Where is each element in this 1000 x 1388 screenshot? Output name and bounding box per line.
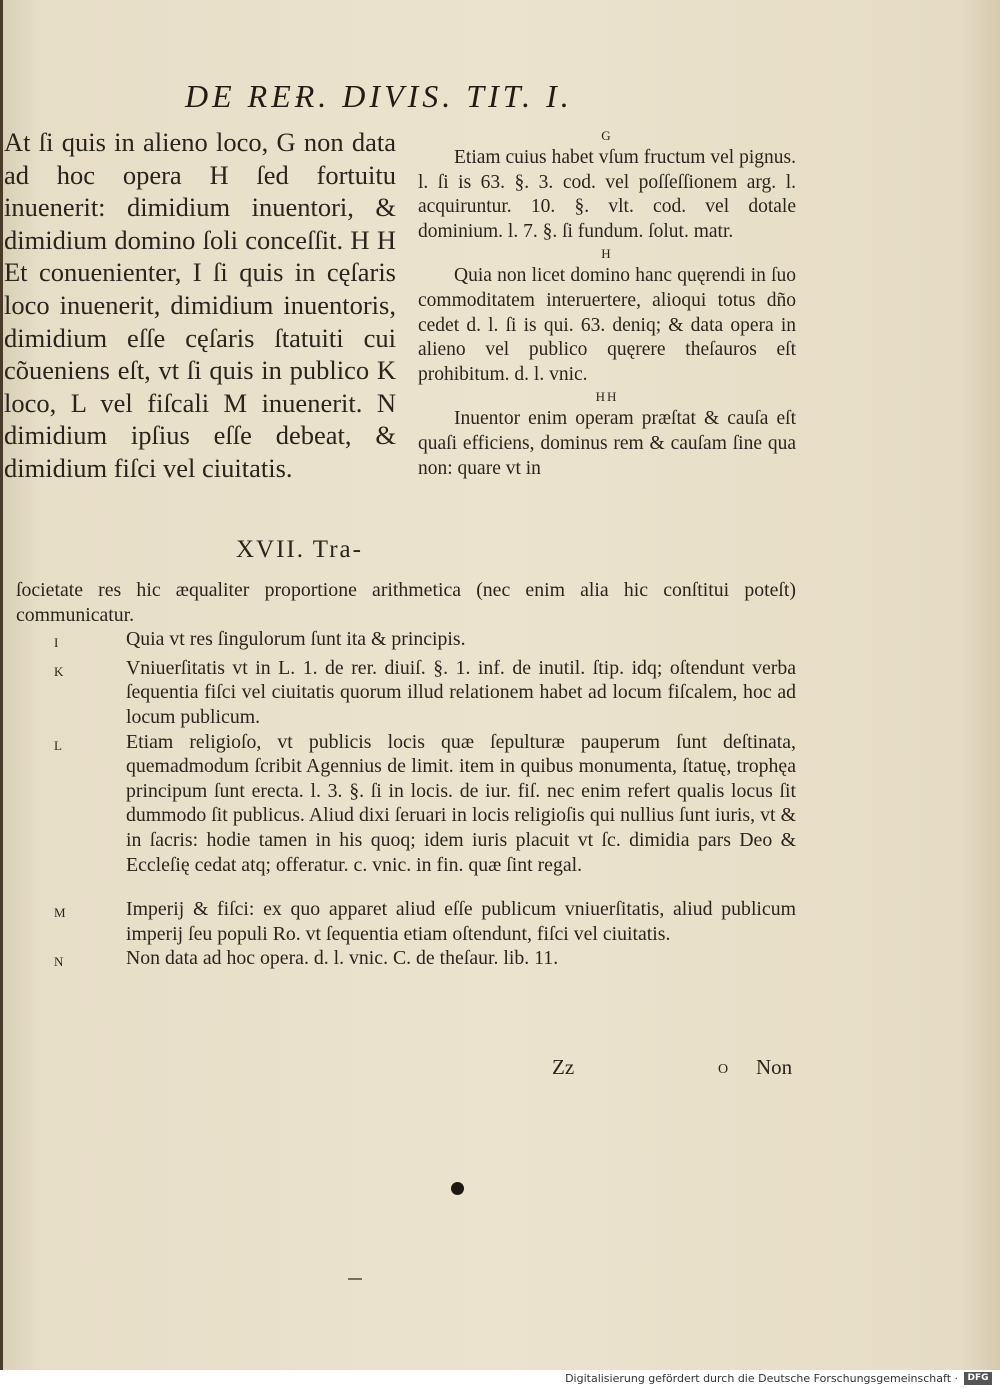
main-text-column: At ſi quis in alieno loco, G non data ad hoc opera H ſed fortuitu inuenerit: dimidium inuentori, & dimidium domino ſoli conceſſit. H H Et conuenienter, I ſi quis in cęſaris loco inuenerit, dimidium inuentoris, dimidium eſſe cęſaris ſtatuiti cui cõueniens eſt, vt ſi quis in publico K loco, L vel fiſcali M inuenerit. N dimidium ipſius eſſe debeat, & dimidium fiſci vel ciuitatis. [4, 127, 396, 483]
catchword-letter: O [718, 1062, 729, 1077]
signature-mark: Zz [552, 1055, 575, 1079]
marginal-notes-column [418, 126, 796, 481]
note-letter: H [601, 246, 613, 262]
note-letter: M [54, 905, 66, 921]
ink-mark [348, 1278, 362, 1280]
note-item [16, 730, 796, 878]
footer-text: Digitalisierung gefördert durch die Deutsche Forschungsgemeinschaft · [565, 1372, 958, 1385]
note-text: Inuentor enim operam præſtat & cauſa eſt quaſi efficiens, dominus rem & cauſam ſine qua non: quare vt in [418, 408, 796, 479]
catchword: Non [756, 1055, 793, 1079]
note-item [16, 656, 796, 730]
note-text: Vniuerſitatis vt in L. 1. de rer. diuiſ. §. 1. inf. de inutil. ſtip. idq; oſtendunt verba ſequentia fiſci vel ciuitatis quorum illud relationem habet ad locum fiſcalem, hoc ad locum publicum. [126, 656, 796, 728]
note-letter: G [601, 128, 613, 143]
note-letter: HH [595, 389, 619, 405]
note-letter: N [54, 954, 64, 970]
note-letter: K [54, 663, 64, 679]
running-head: DE REɌ. DIVIS. TIT. I. [185, 78, 573, 114]
dfg-logo: DFG [964, 1372, 992, 1385]
section-number: XVII. Tra- [236, 536, 363, 563]
note-text: Quia non licet domino hanc quęrendi in ſuo commoditatem interuertere, alioqui totus dño cedet d. l. ſi is qui. 63. deniq; & data opera in alieno vel publico quęrere theſauros eſt prohibitum. d. l. vnic. [418, 265, 796, 385]
note-text: Imperij & fiſci: ex quo apparet aliud eſſe publicum vniuerſitatis, aliud publicum imperij ſeu populi Ro. vt ſequentia etiam oſtendunt, fiſci vel ciuitatis. [126, 898, 796, 945]
note-letter: L [54, 737, 62, 753]
ink-blot [451, 1182, 464, 1195]
digitization-footer [0, 1370, 1000, 1388]
note-text: Etiam cuius habet vſum fructum vel pignus. l. ſi is 63. §. 3. cod. vel poſſeſſionem arg. l. acquiruntur. 10. §. vlt. cod. vel dotale dominium. l. 7. §. ſi fundum. ſolut. matr. [418, 147, 796, 242]
note-letter: I [54, 635, 59, 651]
page-edge-line [0, 0, 3, 1370]
note-text: Etiam religioſo, vt publicis locis quæ ſepulturæ pauperum ſunt deſtinata, quemadmodum ſcribit Agennius de limit. item in quibus monumenta, ſtatuę, trophęa principum ſunt erecta. l. 3. §. ſi in locis. de iur. fiſ. nec enim refert qualis locus ſit dummodo ſit publicus. Aliud dixi ſeruari in locis religioſis qui nullius ſunt iuris, vt & in ſacris: hodie tamen in his quoq; idem iuris placuit vt ſc. dimidia pars Deo & Eccleſię cedat atq; offeratur. c. vnic. in fin. quæ ſint regal. [126, 730, 796, 876]
note-text: Quia vt res ſingulorum ſunt ita & principis. [126, 628, 466, 651]
note-item [16, 627, 796, 656]
full-width-notes [16, 578, 796, 975]
note-item [16, 946, 796, 975]
note-text: Non data ad hoc opera. d. l. vnic. C. de theſaur. lib. 11. [126, 947, 559, 970]
note-item [16, 897, 796, 946]
note-continuation: ſocietate res hic æqualiter proportione arithmetica (nec enim alia hic conſtitui poteſt) communicatur. [16, 579, 796, 626]
